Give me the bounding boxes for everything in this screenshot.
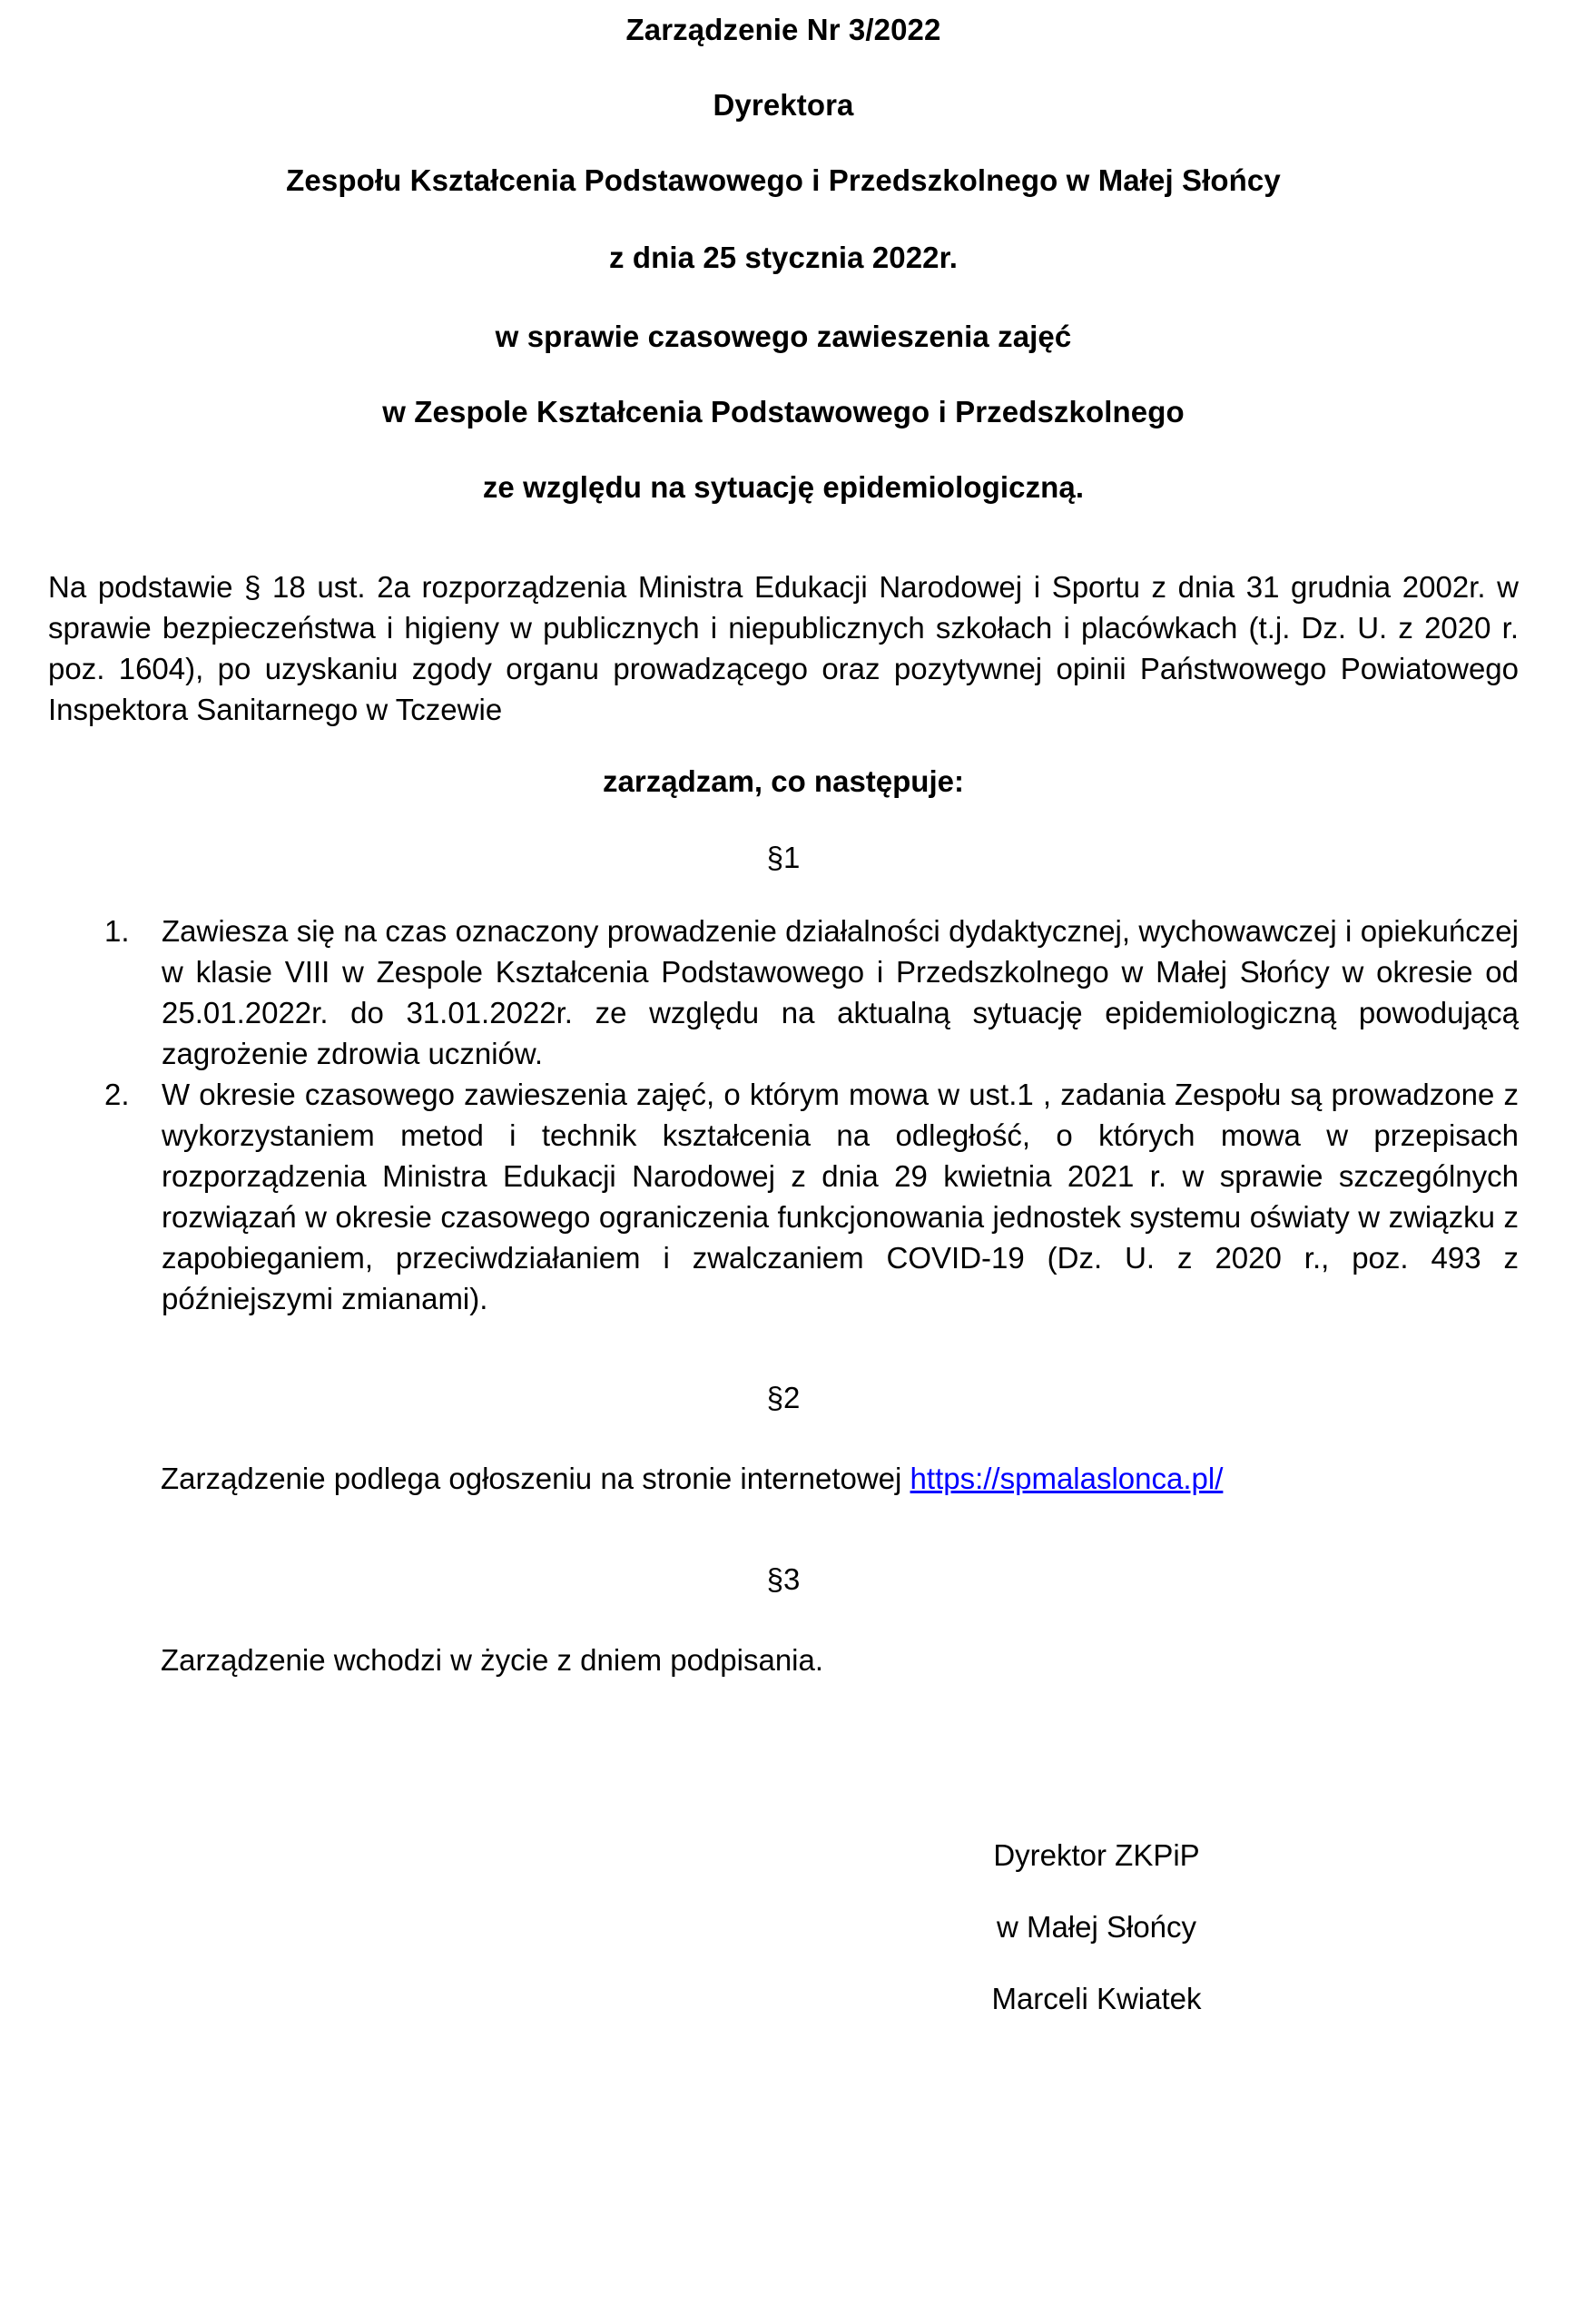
- signature-role: Dyrektor ZKPiP: [993, 1838, 1200, 1872]
- signature-block: [48, 1840, 1519, 2014]
- section-marker-3: §3: [766, 1562, 801, 1596]
- list-item: Zawiesza się na czas oznaczony prowadzenie działalności dydaktycznej, wychowawczej i opiekuńczej w klasie VIII w Zespole Kształcenia Podstawowego i Przedszkolnego w Małej Słońcy w okresie od 25.01.2022r. do 31.01.2022r. ze względu na aktualną sytuację epidemiologiczną powodującą zagrożenie zdrowia uczniów.: [162, 914, 1519, 1070]
- signature-name: Marceli Kwiatek: [991, 1982, 1202, 2015]
- heading-line-subject-2: w Zespole Kształcenia Podstawowego i Przedszkolnego: [382, 395, 1185, 428]
- school-website-link[interactable]: https://spmalaslonca.pl/: [910, 1462, 1224, 1495]
- document-body: [48, 0, 1519, 2014]
- section-marker-1: §1: [766, 841, 801, 874]
- heading-line-institution: Zespołu Kształcenia Podstawowego i Przedszkolnego w Małej Słońcy: [286, 163, 1281, 197]
- section-2-paragraph: [161, 1458, 1519, 1499]
- heading-line-subject-1: w sprawie czasowego zawieszenia zajęć: [495, 320, 1072, 353]
- legal-basis-paragraph: Na podstawie § 18 ust. 2a rozporządzenia Ministra Edukacji Narodowej i Sportu z dnia 31 grudnia 2002r. w sprawie bezpieczeństwa i higieny w publicznych i niepublicznych szkołach i placówkach (t.j. Dz. U. z 2020 r. poz. 1604), po uzyskaniu zgody organu prowadzącego oraz pozytywnej opinii Państwowego Powiatowego Inspektora Sanitarnego w Tczewie: [48, 570, 1519, 726]
- signature-location: w Małej Słońcy: [996, 1910, 1197, 1944]
- section-1-list: [48, 911, 1519, 1319]
- section-3-paragraph: Zarządzenie wchodzi w życie z dniem podpisania.: [161, 1643, 824, 1677]
- heading-line-issuer-role: Dyrektora: [713, 88, 854, 122]
- decree-phrase: zarządzam, co następuje:: [603, 764, 964, 798]
- section-2-text: Zarządzenie podlega ogłoszeniu na stronie internetowej: [161, 1462, 910, 1495]
- heading-line-date: z dnia 25 stycznia 2022r.: [608, 241, 959, 274]
- heading-line-title: Zarządzenie Nr 3/2022: [625, 13, 941, 46]
- section-marker-2: §2: [766, 1381, 801, 1414]
- document-heading: [48, 15, 1519, 502]
- heading-line-subject-3: ze względu na sytuację epidemiologiczną.: [482, 470, 1085, 504]
- list-item: W okresie czasowego zawieszenia zajęć, o którym mowa w ust.1 , zadania Zespołu są prowadzone z wykorzystaniem metod i technik kształcenia na odległość, o których mowa w przepisach rozporządzenia Ministra Edukacji Narodowej z dnia 29 kwietnia 2021 r. w sprawie szczególnych rozwiązań w okresie czasowego ograniczenia funkcjonowania jednostek systemu oświaty w związku z zapobieganiem, przeciwdziałaniem i zwalczaniem COVID-19 (Dz. U. z 2020 r., poz. 493 z późniejszymi zmianami).: [162, 1078, 1519, 1315]
